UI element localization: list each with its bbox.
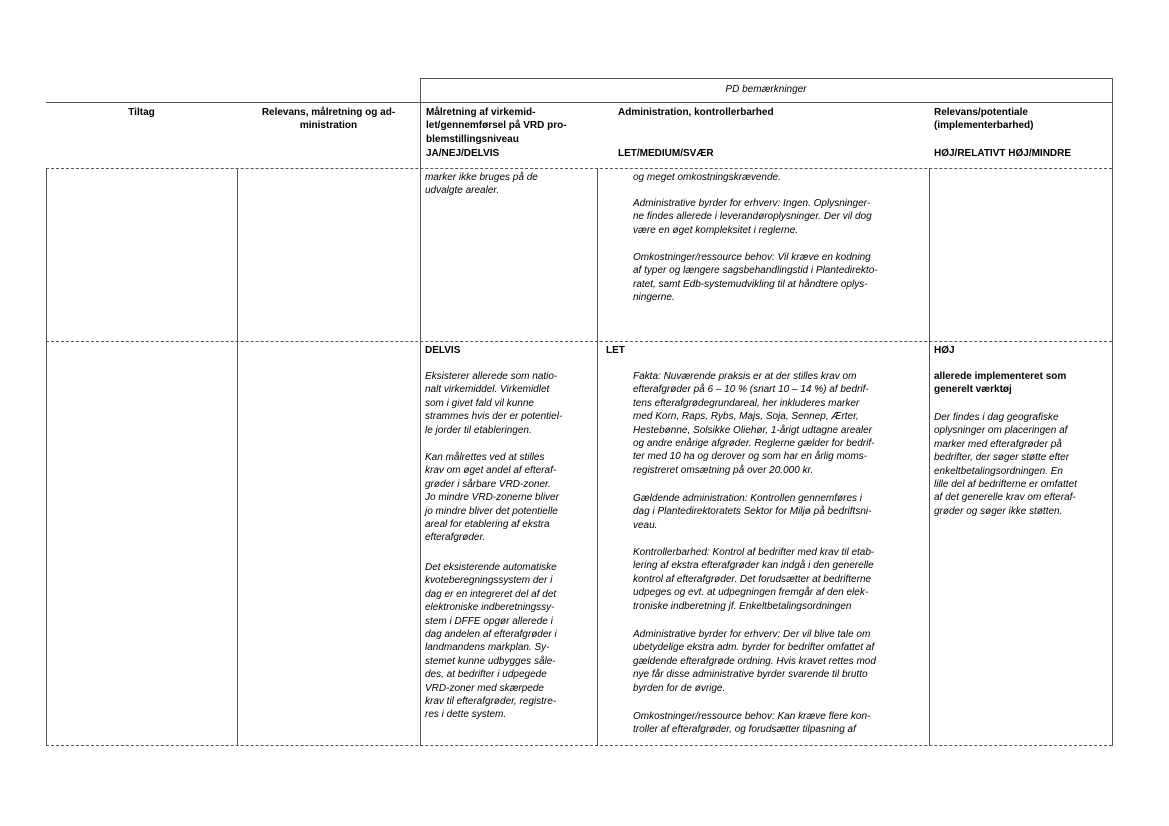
- header-col-malretning: Målretning af virkemid- let/gennemførsel på VRD pro- blemstillingsniveau: [426, 107, 567, 145]
- row2-admin-p5: Omkostninger/ressource behov: Kan kræve flere kon- troller af efterafgrøder, og forudsætter tilpasning af: [633, 711, 871, 736]
- rule-top: [420, 78, 1112, 79]
- header-group-title: PD bemærkninger: [725, 84, 807, 95]
- header-col-relevans: Relevans, målretning og ad- ministration: [261, 107, 396, 132]
- row1-malretning-text: marker ikke bruges på de udvalgte arealer.: [425, 172, 538, 197]
- row2-malretning-label: DELVIS: [425, 345, 461, 356]
- row2-admin-label: LET: [606, 345, 625, 356]
- row2-admin-p4: Administrative byrder for erhverv: Der vil blive tale om ubetydelige ekstra adm. byrder for bedrifter omfattet af gældende efterafgrøde ordning. Hvis kravet rettes mod nye får disse administrative byrder svarende til brutto byrden for de øvrige.: [633, 629, 876, 694]
- row2-malretning-p1: Eksisterer allerede som natio- nalt virkemiddel. Virkemidlet som i givet fald vil kunne strammes hvis der er potentiel- le jorder til etableringen.: [425, 371, 563, 436]
- col-border-1: [237, 168, 238, 746]
- row2-admin-p2: Gældende administration: Kontrollen gennemføres i dag i Plantedirektoratets Sektor for Miljø på bedriftsni- veau.: [633, 493, 872, 531]
- col-border-3: [597, 168, 598, 746]
- row1-admin-p1: og meget omkostningskrævende.: [633, 172, 781, 183]
- header-col-potentiale: Relevans/potentiale (implementerbarhed): [934, 107, 1034, 132]
- rule-table-bottom: [46, 745, 1112, 746]
- row2-admin-p3: Kontrollerbarhed: Kontrol af bedrifter med krav til etab- lering af ekstra efterafgrøder kan indgå i den generelle kontrol af efterafgrøder. Det forudsætter at bedrifterne udpeges og evt. at udpegningen fremgår af den elek- troniske indberetning jf. Enkeltbetalingsordningen: [633, 547, 875, 612]
- rule-header-bottom: [46, 168, 1112, 169]
- rule-row1-bottom: [46, 341, 1112, 342]
- row2-potentiale-sub: allerede implementeret som generelt værktøj: [934, 371, 1067, 396]
- header-col-tiltag: Tiltag: [128, 107, 155, 118]
- rule-header-group: [46, 102, 1112, 103]
- col-border-2: [420, 78, 421, 746]
- header-col-admin-scale: LET/MEDIUM/SVÆR: [618, 148, 714, 159]
- col-border-right: [1112, 78, 1113, 746]
- col-border-4: [929, 168, 930, 746]
- row2-admin-p1: Fakta: Nuværende praksis er at der stilles krav om efterafgrøder på 6 – 10 % (snart 10 – 14 %) af bedrif- tens efterafgrødegrundareal, her inkluderes marker med Korn, Raps, Rybs, Majs, Soja, Sennep, Ærter, Hestebønne, Solsikke Oliehør, 1-årigt udtagne arealer og andre enårige afgrøder. Reglerne gælder for bedrif- ter med 10 ha og derover og som har en årlig moms- registreret omsætning på over 20.000 kr.: [633, 371, 875, 476]
- header-col-admin: Administration, kontrollerbarhed: [618, 107, 774, 118]
- row2-potentiale-label: HØJ: [934, 345, 955, 356]
- col-border-left: [46, 168, 47, 746]
- header-col-potentiale-scale: HØJ/RELATIVT HØJ/MINDRE: [934, 148, 1072, 159]
- row2-malretning-p3: Det eksisterende automatiske kvoteberegningssystem der i dag er en integreret del af det elektroniske indberetningssy- stem i DFFE opgør allerede i dag andelen af efterafgrøder i landmandens markplan. Sy- stemet kunne udbygges såle- des, at bedrifter i udpegede VRD-zoner med skærpede krav til efterafgrøder, registre- res i dette system.: [425, 562, 557, 721]
- row1-admin-p3: Omkostninger/ressource behov: Vil kræve en kodning af typer og længere sagsbehandlingstid i Plantedirekto- ratet, samt Edb-systemudvikling til at håndtere oplys- ningerne.: [633, 252, 878, 304]
- header-col-malretning-scale: JA/NEJ/DELVIS: [426, 148, 500, 159]
- row2-malretning-p2: Kan målrettes ved at stilles krav om øget andel af efteraf- grøder i sårbare VRD-zoner. Jo mindre VRD-zonerne bliver jo mindre bliver det potentielle areal for etablering af ekstra efterafgrøder.: [425, 452, 559, 544]
- row2-potentiale-p1: Der findes i dag geografiske oplysninger om placeringen af marker med efterafgrøder på bedrifter, der søger støtte efter enkeltbetalingsordningen. En lille del af bedrifterne er omfattet af det generelle krav om efteraf- grøder og søger ikke støtten.: [934, 412, 1077, 517]
- row1-admin-p2: Administrative byrder for erhverv: Ingen. Oplysninger- ne findes allerede i leverandøroplysninger. Der vil dog være en øget kompleksitet i reglerne.: [633, 198, 872, 236]
